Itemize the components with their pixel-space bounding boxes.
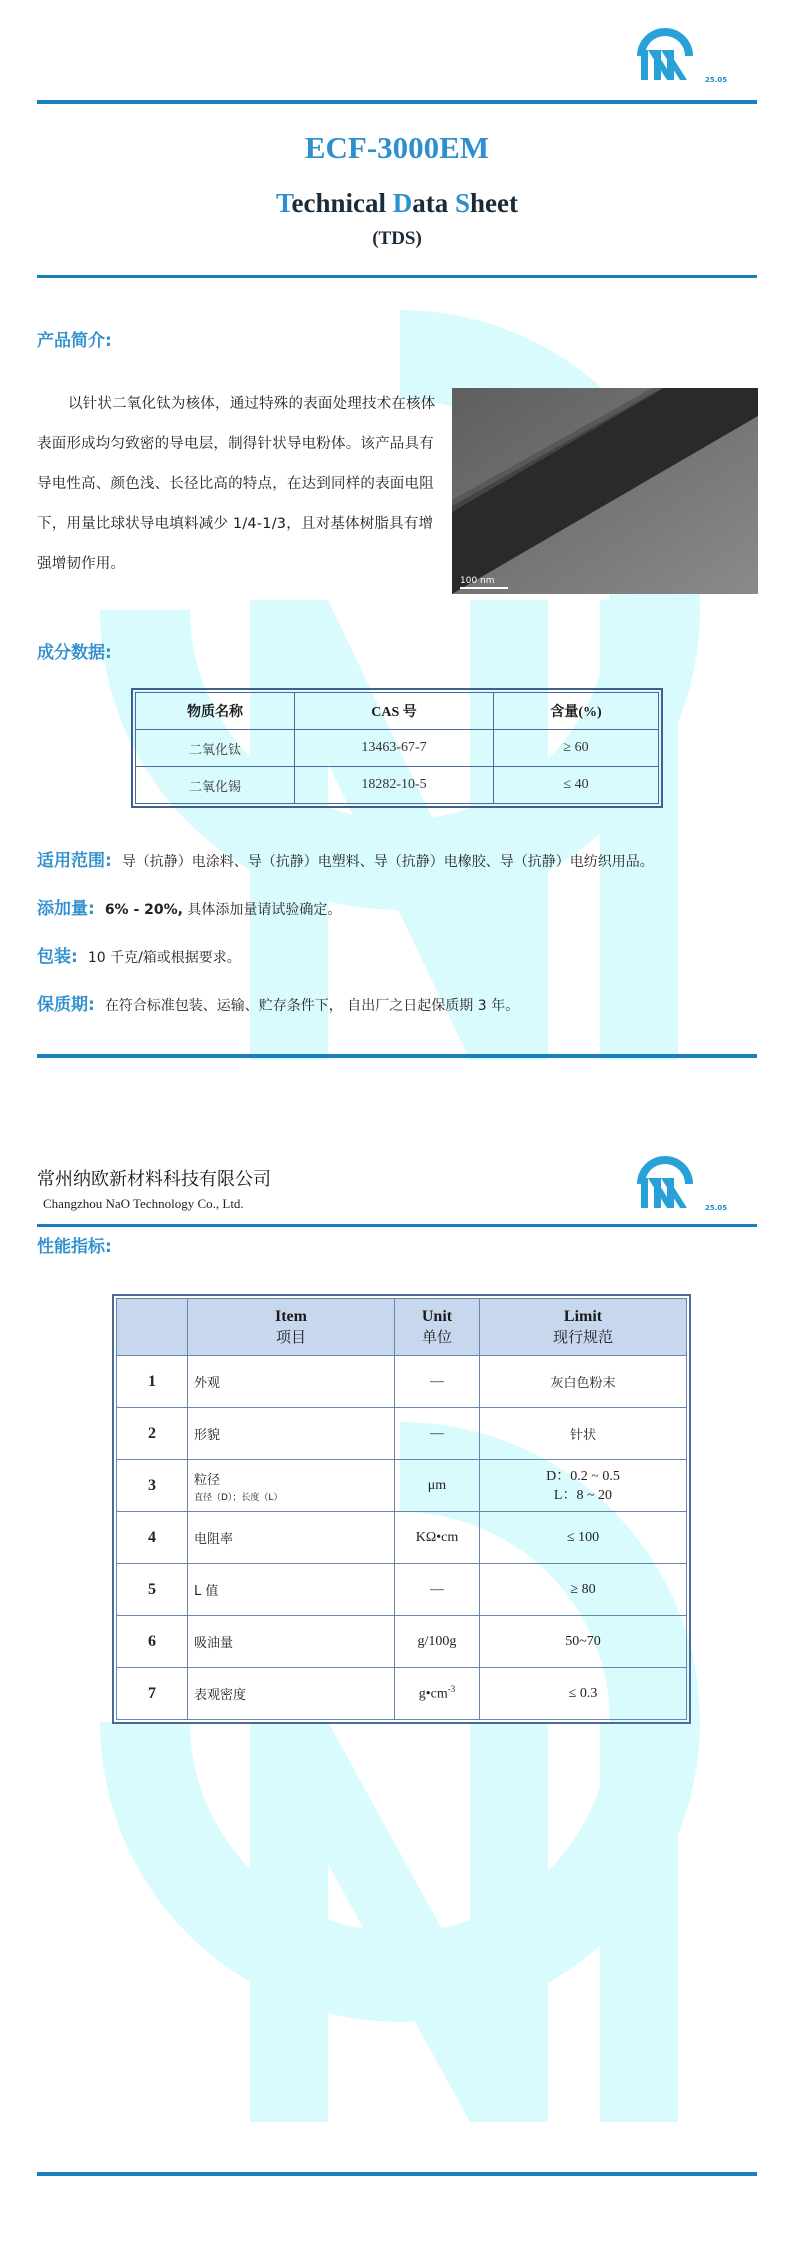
header-rule [37,1224,757,1227]
row-number: 4 [117,1512,188,1564]
dosage-text: 具体添加量请试验确定。 [187,902,342,918]
table-row [117,1668,687,1720]
composition-header-row [136,693,659,730]
cas-cell: 13463-67-7 [295,730,494,767]
unit-cell: — [395,1356,480,1408]
unit-cell: $g•cm^{-3}$ [395,1668,480,1720]
company-logo-icon [627,1148,717,1218]
item-cell: L 值 [188,1564,395,1616]
needle-particle-image [452,388,758,594]
row-number: 2 [117,1408,188,1460]
item-name: 粒径 [194,1472,221,1488]
packaging-text: 10 千克/箱或根据要求。 [87,950,241,966]
content-cell: ≤ 40 [494,767,659,804]
composition-heading: 成分数据: [37,643,112,663]
col-header-limit: Limit 现行规范 [480,1299,687,1356]
dosage-line [37,894,341,919]
company-logo-icon [627,20,717,90]
item-cell: 表观密度 [188,1668,395,1720]
col-header-content: 含量(%) [494,693,659,730]
item-cell [188,1460,395,1512]
title-rule [37,275,757,278]
unit-cell: g/100g [395,1616,480,1668]
row-number: 6 [117,1616,188,1668]
table-row [117,1512,687,1564]
logo-version: 25.05 [705,1204,728,1212]
table-row [117,1564,687,1616]
logo-version: 25.05 [705,76,728,84]
table-row [136,730,659,767]
substance-cell: 二氧化锡 [136,767,295,804]
footer-rule [37,1054,757,1058]
unit-cell: KΩ•cm [395,1512,480,1564]
item-cell: 吸油量 [188,1616,395,1668]
scale-bar [460,587,508,589]
table-row [117,1616,687,1668]
row-number: 5 [117,1564,188,1616]
intro-text: 以针状二氧化钛为核体，通过特殊的表面处理技术在核体表面形成均匀致密的导电层，制得针状导电粉体。该产品具有导电性高、颜色浅、长径比高的特点，在达到同样的表面电阻下，用量比球状导电填料减少 1/4-1/3，且对基体树脂具有增强增韧作用。 [37,396,436,572]
limit-cell: ≤ 0.3 [480,1668,687,1720]
application-line [37,846,654,871]
product-name: ECF-3000EM [304,130,490,165]
tem-micrograph-image [452,388,758,594]
limit-cell: D：0.2 ~ 0.5 L：8 ~ 20 [480,1460,687,1512]
cas-cell: 18282-10-5 [295,767,494,804]
shelf-life-line [37,990,519,1015]
item-cell: 外观 [188,1356,395,1408]
content-cell: ≥ 60 [494,730,659,767]
col-header-cas: CAS 号 [295,693,494,730]
dosage-value: 6% - 20%, [104,902,183,918]
shelf-life-label: 保质期: [37,995,95,1015]
col-header-substance: 物质名称 [136,693,295,730]
row-number: 1 [117,1356,188,1408]
limit-cell: ≥ 80 [480,1564,687,1616]
application-text: 导（抗静）电涂料、导（抗静）电塑料、导（抗静）电橡胶、导（抗静）电纺织用品。 [121,854,654,870]
doc-subtitle: (TDS) [372,228,422,249]
item-note: 直径（D）；长度（L） [194,1492,283,1503]
limit-cell: 50~70 [480,1616,687,1668]
packaging-label: 包装: [37,947,78,967]
spec-heading: 性能指标: [37,1237,112,1257]
composition-table [131,688,663,808]
item-cell: 电阻率 [188,1512,395,1564]
limit-cell: ≤ 100 [480,1512,687,1564]
page-2 [0,1122,794,2244]
col-header-unit: Unit 单位 [395,1299,480,1356]
unit-cell: μm [395,1460,480,1512]
footer-rule [37,2172,757,2176]
table-row [136,767,659,804]
spec-table [112,1294,691,1724]
unit-cell: — [395,1408,480,1460]
col-header-item: Item 项目 [188,1299,395,1356]
limit-cell: 灰白色粉末 [480,1356,687,1408]
header-rule [37,100,757,104]
shelf-life-text: 在符合标准包装、运输、贮存条件下， 自出厂之日起保质期 3 年。 [104,998,520,1014]
company-name-cn: 常州纳欧新材料科技有限公司 [37,1169,271,1190]
table-row [117,1356,687,1408]
doc-title: Technical Data Sheet [275,188,519,218]
row-number: 3 [117,1460,188,1512]
substance-cell: 二氧化钛 [136,730,295,767]
unit-cell: — [395,1564,480,1616]
company-name-en: Changzhou NaO Technology Co., Ltd. [43,1196,244,1211]
col-header-no [117,1299,188,1356]
table-row [117,1460,687,1512]
dosage-label: 添加量: [37,899,95,919]
packaging-line [37,942,241,967]
spec-header-row [117,1299,687,1356]
item-cell: 形貌 [188,1408,395,1460]
application-label: 适用范围: [37,851,112,871]
intro-heading: 产品简介: [37,331,112,351]
scale-bar-label: 100 nm [460,576,495,586]
table-row [117,1408,687,1460]
limit-cell: 针状 [480,1408,687,1460]
row-number: 7 [117,1668,188,1720]
